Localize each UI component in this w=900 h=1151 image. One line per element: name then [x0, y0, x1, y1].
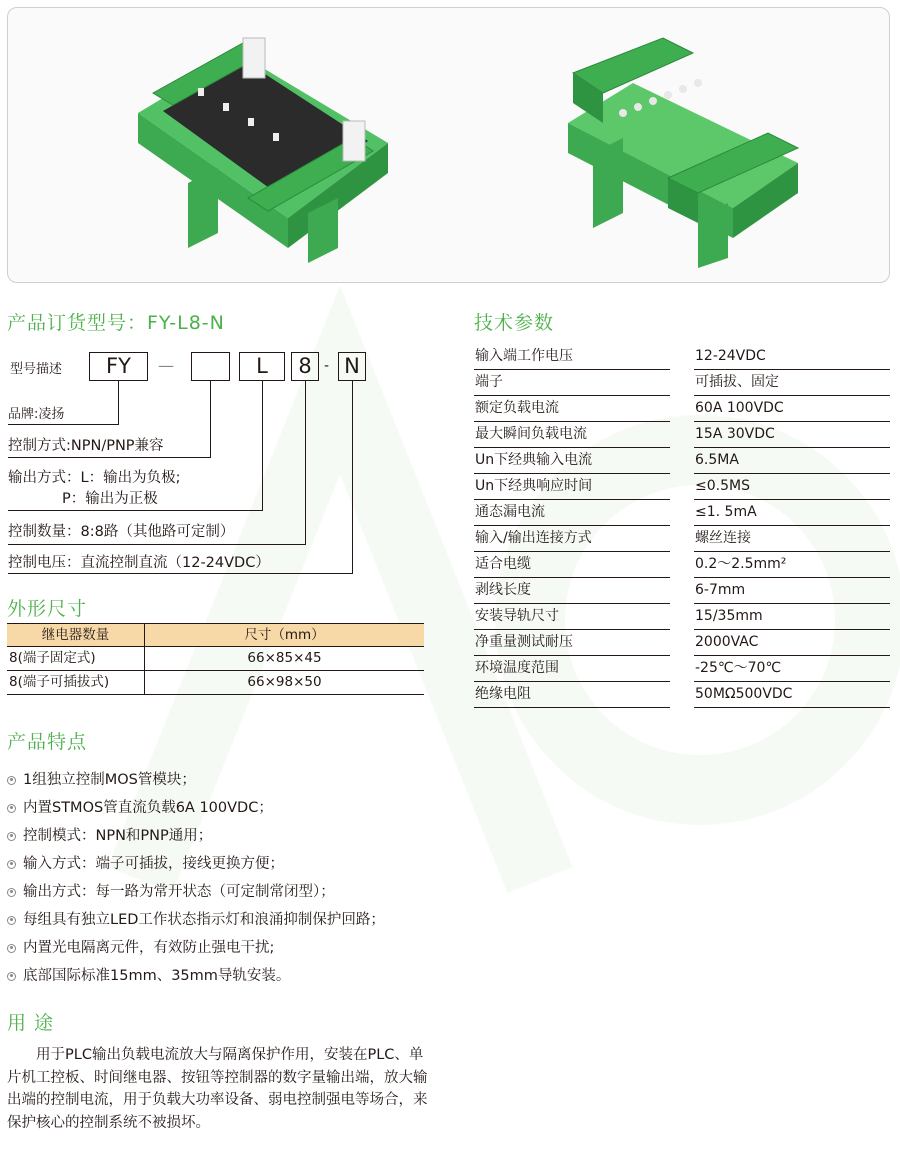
- code-box-voltage: N: [338, 352, 366, 381]
- table-row: 最大瞬间负载电流 15A 30VDC: [474, 422, 890, 448]
- output-mode-label-1: 输出方式：L：输出为负极;: [8, 470, 181, 486]
- dimensions-title: 外形尺寸: [7, 598, 88, 620]
- bullet-icon: [7, 888, 16, 897]
- table-row: Un下经典响应时间 ≤0.5MS: [474, 474, 890, 500]
- desc-label: 型号描述: [10, 362, 63, 377]
- product-image-right: [553, 33, 823, 273]
- list-item: 输入方式：端子可插拔，接线更换方便；: [7, 850, 385, 878]
- table-row: Un下经典输入电流 6.5MA: [474, 448, 890, 474]
- control-qty-label: 控制数量：8:8路（其他路可定制）: [8, 524, 235, 540]
- bullet-icon: [7, 776, 16, 785]
- table-row: 安装导轨尺寸 15/35mm: [474, 604, 890, 630]
- table-row: 8(端子固定式) 66×85×45: [7, 647, 424, 671]
- table-row: 8(端子可插拔式) 66×98×50: [7, 671, 424, 695]
- list-item: 每组具有独立LED工作状态指示灯和浪涌抑制保护回路；: [7, 906, 385, 934]
- control-mode-label: 控制方式:NPN/PNP兼容: [8, 438, 164, 454]
- usage-text: 用于PLC输出负载电流放大与隔离保护作用，安装在PLC、单片机工控板、时间继电器、按钮等控制器的数字量输出端，放大输出端的控制电流，用于负载大功率设备、弱电控制强电等场合，来保护核心的控制系统不被损坏。: [7, 1047, 428, 1131]
- table-row: 输入端工作电压 12-24VDC: [474, 344, 890, 370]
- list-item: 控制模式：NPN和PNP通用；: [7, 822, 385, 850]
- control-voltage-label: 控制电压：直流控制直流（12-24VDC）: [8, 555, 270, 571]
- list-item: 内置光电隔离元件，有效防止强电干扰;: [7, 934, 385, 962]
- table-header-row: [7, 623, 424, 647]
- product-image-left: [128, 33, 398, 273]
- features-list: [7, 766, 385, 990]
- header-size: 尺寸（mm）: [244, 626, 325, 643]
- bullet-icon: [7, 972, 16, 981]
- tech-table: [474, 344, 890, 708]
- list-item: 内置STMOS管直流负载6A 100VDC；: [7, 794, 385, 822]
- product-photo-panel: [7, 7, 890, 283]
- dimensions-table: [7, 623, 424, 695]
- table-row: 端子 可插拔、固定: [474, 370, 890, 396]
- table-row: 适合电缆 0.2～2.5mm²: [474, 552, 890, 578]
- tech-title: 技术参数: [474, 312, 555, 334]
- code-box-series: FY: [89, 352, 148, 381]
- list-item: 1组独立控制MOS管模块；: [7, 766, 385, 794]
- code-dash-2: -: [324, 358, 330, 374]
- table-row: 额定负载电流 60A 100VDC: [474, 396, 890, 422]
- list-item: 底部国际标准15mm、35mm导轨安装。: [7, 962, 385, 990]
- table-row: 通态漏电流 ≤1. 5mA: [474, 500, 890, 526]
- features-title: 产品特点: [7, 731, 88, 753]
- output-mode-label-2: P：输出为正极: [62, 491, 158, 507]
- table-row: 环境温度范围 -25℃～70℃: [474, 656, 890, 682]
- bullet-icon: [7, 944, 16, 953]
- usage-title: 用 途: [7, 1012, 55, 1034]
- bullet-icon: [7, 832, 16, 841]
- table-row: 输入/输出连接方式 螺丝连接: [474, 526, 890, 552]
- bullet-icon: [7, 804, 16, 813]
- bullet-icon: [7, 916, 16, 925]
- table-row: 净重量测试耐压 2000VAC: [474, 630, 890, 656]
- table-row: 绝缘电阻 50MΩ500VDC: [474, 682, 890, 708]
- order-code-diagram: [0, 340, 440, 580]
- code-dash: —: [158, 356, 174, 375]
- code-box-output: L: [239, 352, 285, 381]
- table-row: 剥线长度 6-7mm: [474, 578, 890, 604]
- order-title: 产品订货型号：FY-L8-N: [7, 312, 225, 334]
- header-relay-count: 继电器数量: [7, 624, 145, 646]
- brand-label: 品牌:凌扬: [8, 407, 65, 422]
- bullet-icon: [7, 860, 16, 869]
- code-box-qty: 8: [291, 352, 319, 381]
- code-box-blank: [191, 352, 230, 381]
- list-item: 输出方式：每一路为常开状态（可定制常闭型）；: [7, 878, 385, 906]
